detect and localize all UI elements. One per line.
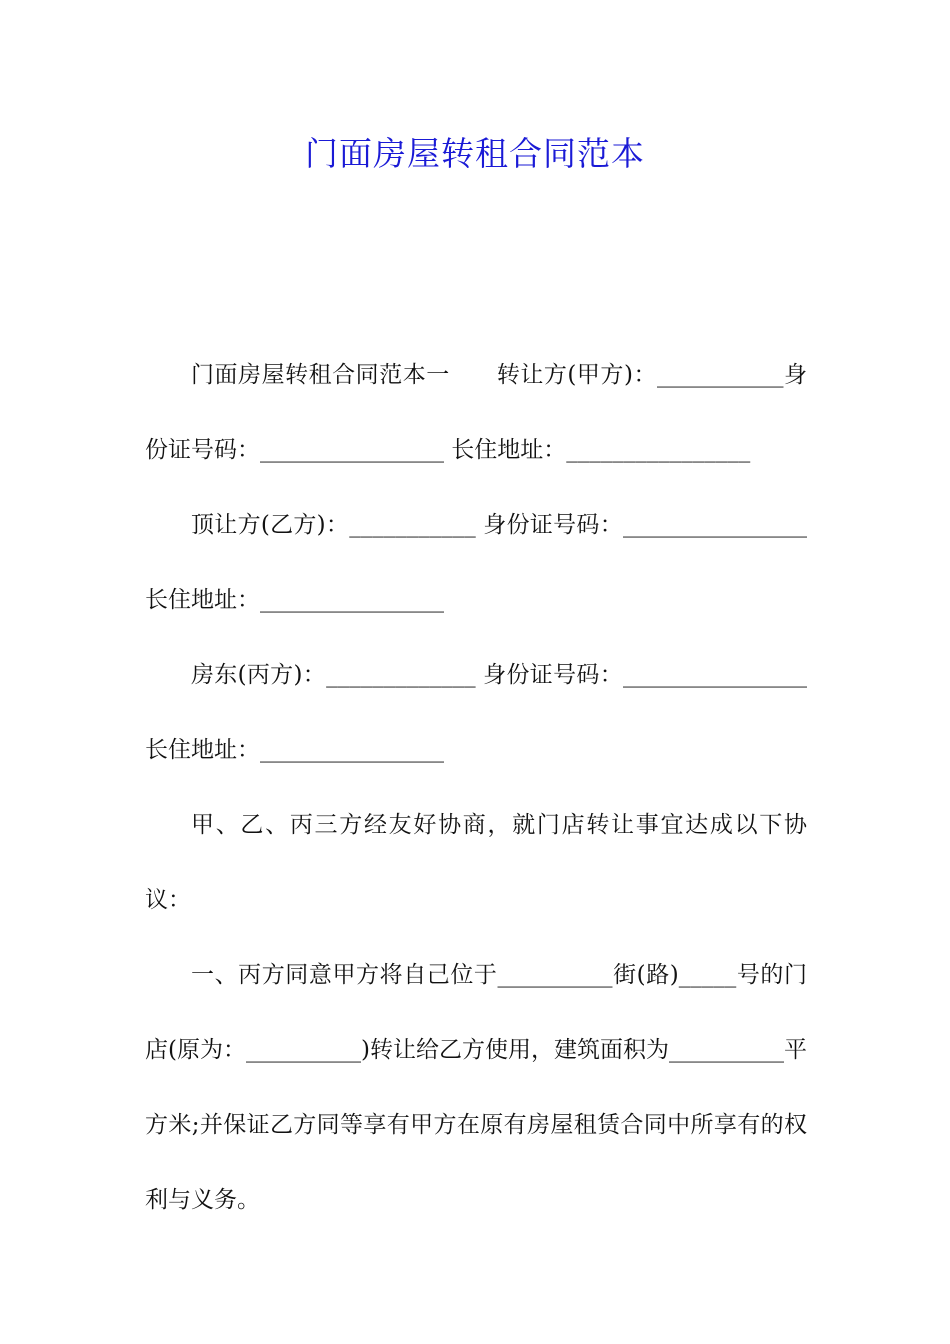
paragraph-agreement-intro: 甲、乙、丙三方经友好协商，就门店转让事宜达成以下协议： [145,812,807,913]
paragraph-parties-transferor: 门面房屋转租合同范本一 转让方(甲方)：___________身份证号码：________________ 长住地址：________________ [145,362,807,463]
paragraph-clause-one: 一、丙方同意甲方将自己位于__________街(路)_____号的门店(原为：__________)转让给乙方使用，建筑面积为__________平方米;并保证乙方同等享有甲方在原有房屋租赁合同中所享有的权利与义务。 [145,962,807,1213]
document-title: 门面房屋转租合同范本 [305,134,645,173]
paragraph-parties-transferee: 顶让方(乙方)：___________ 身份证号码：________________ 长住地址：________________ [145,512,807,613]
contract-body [145,338,807,1238]
paragraph-parties-landlord: 房东(丙方)：_____________ 身份证号码：________________ 长住地址：________________ [145,662,807,763]
